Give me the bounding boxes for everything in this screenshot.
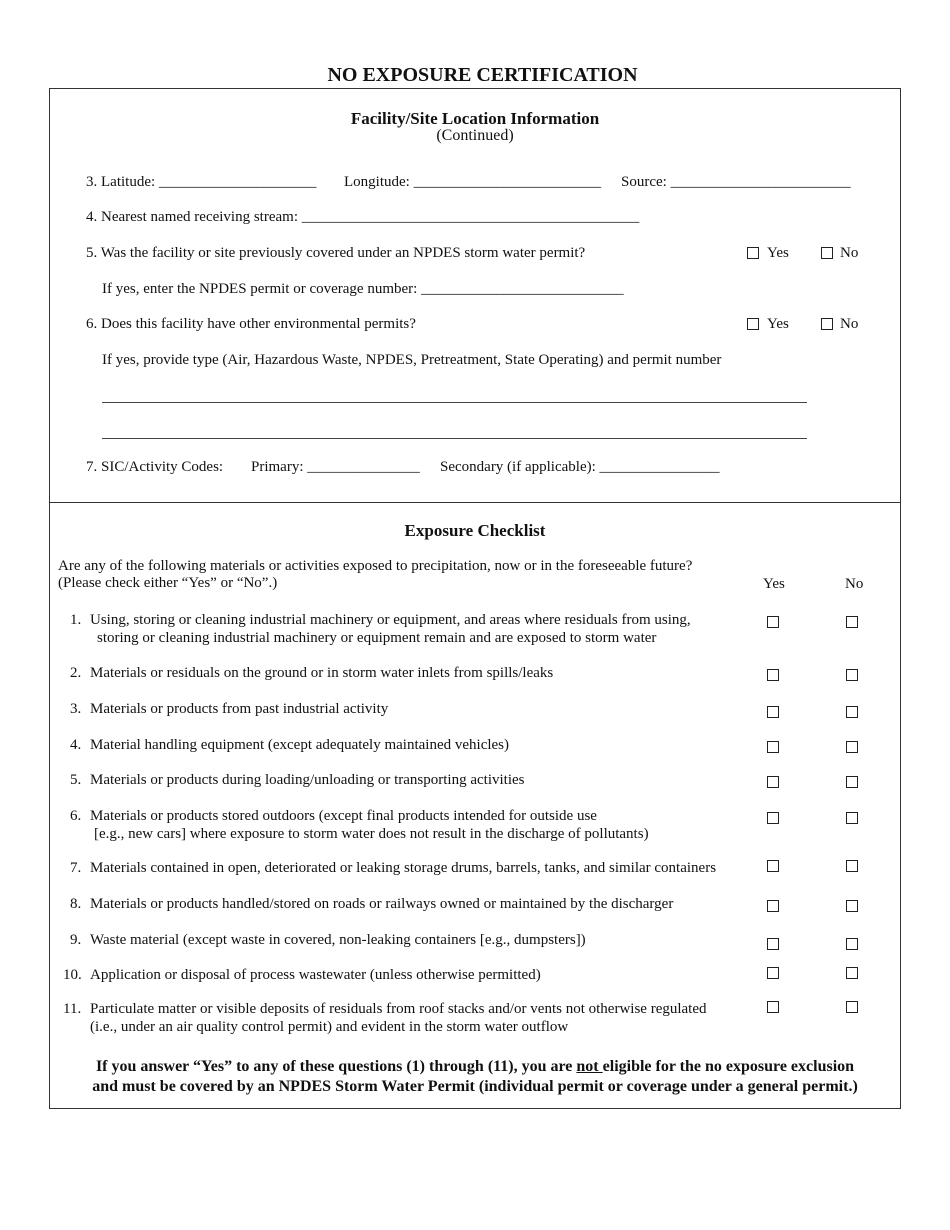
checklist-item-text-cont: storing or cleaning industrial machinery or equipment remain and are exposed to storm water: [97, 630, 657, 646]
checklist-item-text: Using, storing or cleaning industrial machinery or equipment, and areas where residuals from using,: [90, 612, 691, 628]
checklist-item-9-yes-checkbox[interactable]: [767, 938, 779, 950]
checklist-item-text: Materials or products from past industrial activity: [90, 701, 389, 717]
checklist-item-4-yes-checkbox[interactable]: [767, 741, 779, 753]
checklist-item-8-yes-checkbox[interactable]: [767, 900, 779, 912]
checklist-item-4-no-checkbox[interactable]: [846, 741, 858, 753]
q5-yes-label: Yes: [767, 245, 789, 261]
sic-primary-field[interactable]: Primary: _______________: [251, 459, 420, 475]
checklist-item-text: Materials contained in open, deteriorated or leaking storage drums, barrels, tanks, and similar containers: [90, 860, 717, 876]
checklist-item-text: Application or disposal of process wastewater (unless otherwise permitted): [90, 967, 541, 983]
checklist-item-text: Particulate matter or visible deposits of residuals from roof stacks and/or vents not otherwise regulated: [90, 1001, 707, 1017]
q6-text: 6. Does this facility have other environmental permits?: [86, 316, 416, 332]
checklist-item-number: 3.: [70, 701, 82, 717]
checklist-item-number: 6.: [70, 808, 82, 824]
permit-line-1[interactable]: [102, 402, 807, 403]
page-title: NO EXPOSURE CERTIFICATION: [327, 64, 638, 86]
checklist-item-text: Material handling equipment (except adequately maintained vehicles): [90, 737, 510, 753]
checklist-item-7-no-checkbox[interactable]: [846, 860, 858, 872]
q6-yes-checkbox[interactable]: [747, 318, 759, 330]
permit-line-2[interactable]: [102, 438, 807, 439]
q5-yes-checkbox[interactable]: [747, 247, 759, 259]
checklist-item-7-yes-checkbox[interactable]: [767, 860, 779, 872]
longitude-field[interactable]: Longitude: _________________________: [344, 174, 602, 190]
checklist-item-8-no-checkbox[interactable]: [846, 900, 858, 912]
q6-followup: If yes, provide type (Air, Hazardous Waste, NPDES, Pretreatment, State Operating) and permit number: [102, 352, 722, 368]
q5-text: 5. Was the facility or site previously covered under an NPDES storm water permit?: [86, 245, 586, 261]
eligibility-text-3: and must be covered by an NPDES Storm Water Permit (individual permit or coverage under a general permit.): [92, 1078, 858, 1095]
exposure-checklist-section: [49, 502, 901, 1109]
checklist-item-text: Materials or products stored outdoors (except final products intended for outside use: [90, 808, 597, 824]
checklist-item-text: Waste material (except waste in covered, non-leaking containers [e.g., dumpsters]): [90, 932, 586, 948]
q6-yes-label: Yes: [767, 316, 789, 332]
facility-heading: Facility/Site Location Information: [350, 109, 600, 128]
checklist-item-number: 8.: [70, 896, 82, 912]
checklist-item-6-yes-checkbox[interactable]: [767, 812, 779, 824]
checklist-heading: Exposure Checklist: [404, 521, 546, 540]
checklist-item-number: 4.: [70, 737, 82, 753]
checklist-item-text: Materials or products handled/stored on roads or railways owned or maintained by the discharger: [90, 896, 674, 912]
source-field[interactable]: Source: ________________________: [621, 174, 851, 190]
checklist-item-number: 1.: [70, 612, 82, 628]
eligibility-text-2: eligible for the no exposure exclusion: [602, 1058, 855, 1075]
eligibility-text-1: If you answer “Yes” to any of these questions (1) through (11), you are: [95, 1058, 577, 1075]
sic-label: 7. SIC/Activity Codes:: [86, 459, 224, 475]
checklist-item-number: 2.: [70, 665, 82, 681]
latitude-field[interactable]: 3. Latitude: _____________________: [86, 174, 317, 190]
checklist-intro-note: (Please check either “Yes” or “No”.): [58, 575, 278, 591]
checklist-item-9-no-checkbox[interactable]: [846, 938, 858, 950]
checklist-item-6-no-checkbox[interactable]: [846, 812, 858, 824]
checklist-item-number: 10.: [63, 967, 82, 983]
receiving-stream-field[interactable]: 4. Nearest named receiving stream: _____________________________________________: [86, 209, 640, 225]
checklist-intro: Are any of the following materials or activities exposed to precipitation, now or in the foreseeable future?: [58, 558, 693, 574]
checklist-item-text-cont: [e.g., new cars] where exposure to storm water does not result in the discharge of pollutants): [94, 826, 649, 842]
checklist-item-5-no-checkbox[interactable]: [846, 776, 858, 788]
q6-no-label: No: [840, 316, 859, 332]
checklist-item-3-no-checkbox[interactable]: [846, 706, 858, 718]
npdes-number-field[interactable]: If yes, enter the NPDES permit or coverage number: ___________________________: [102, 281, 624, 297]
checklist-item-2-yes-checkbox[interactable]: [767, 669, 779, 681]
facility-subheading: (Continued): [436, 127, 514, 144]
checklist-item-1-yes-checkbox[interactable]: [767, 616, 779, 628]
checklist-item-11-yes-checkbox[interactable]: [767, 1001, 779, 1013]
checklist-item-number: 11.: [63, 1001, 82, 1017]
checklist-item-1-no-checkbox[interactable]: [846, 616, 858, 628]
checklist-item-10-no-checkbox[interactable]: [846, 967, 858, 979]
checklist-item-2-no-checkbox[interactable]: [846, 669, 858, 681]
checklist-item-text: Materials or residuals on the ground or in storm water inlets from spills/leaks: [90, 665, 554, 681]
col-yes-header: Yes: [763, 576, 785, 592]
checklist-item-number: 7.: [70, 860, 82, 876]
q5-no-checkbox[interactable]: [821, 247, 833, 259]
eligibility-notice: [50, 1057, 900, 1097]
checklist-item-11-no-checkbox[interactable]: [846, 1001, 858, 1013]
col-no-header: No: [845, 576, 864, 592]
sic-secondary-field[interactable]: Secondary (if applicable): ________________: [440, 459, 720, 475]
eligibility-not: not: [576, 1058, 603, 1075]
checklist-item-5-yes-checkbox[interactable]: [767, 776, 779, 788]
q5-no-label: No: [840, 245, 859, 261]
checklist-item-10-yes-checkbox[interactable]: [767, 967, 779, 979]
checklist-item-text-cont: (i.e., under an air quality control permit) and evident in the storm water outflow: [90, 1019, 569, 1035]
checklist-item-3-yes-checkbox[interactable]: [767, 706, 779, 718]
facility-section: [49, 88, 901, 503]
checklist-item-number: 5.: [70, 772, 82, 788]
checklist-item-text: Materials or products during loading/unloading or transporting activities: [90, 772, 525, 788]
checklist-item-number: 9.: [70, 932, 82, 948]
q6-no-checkbox[interactable]: [821, 318, 833, 330]
